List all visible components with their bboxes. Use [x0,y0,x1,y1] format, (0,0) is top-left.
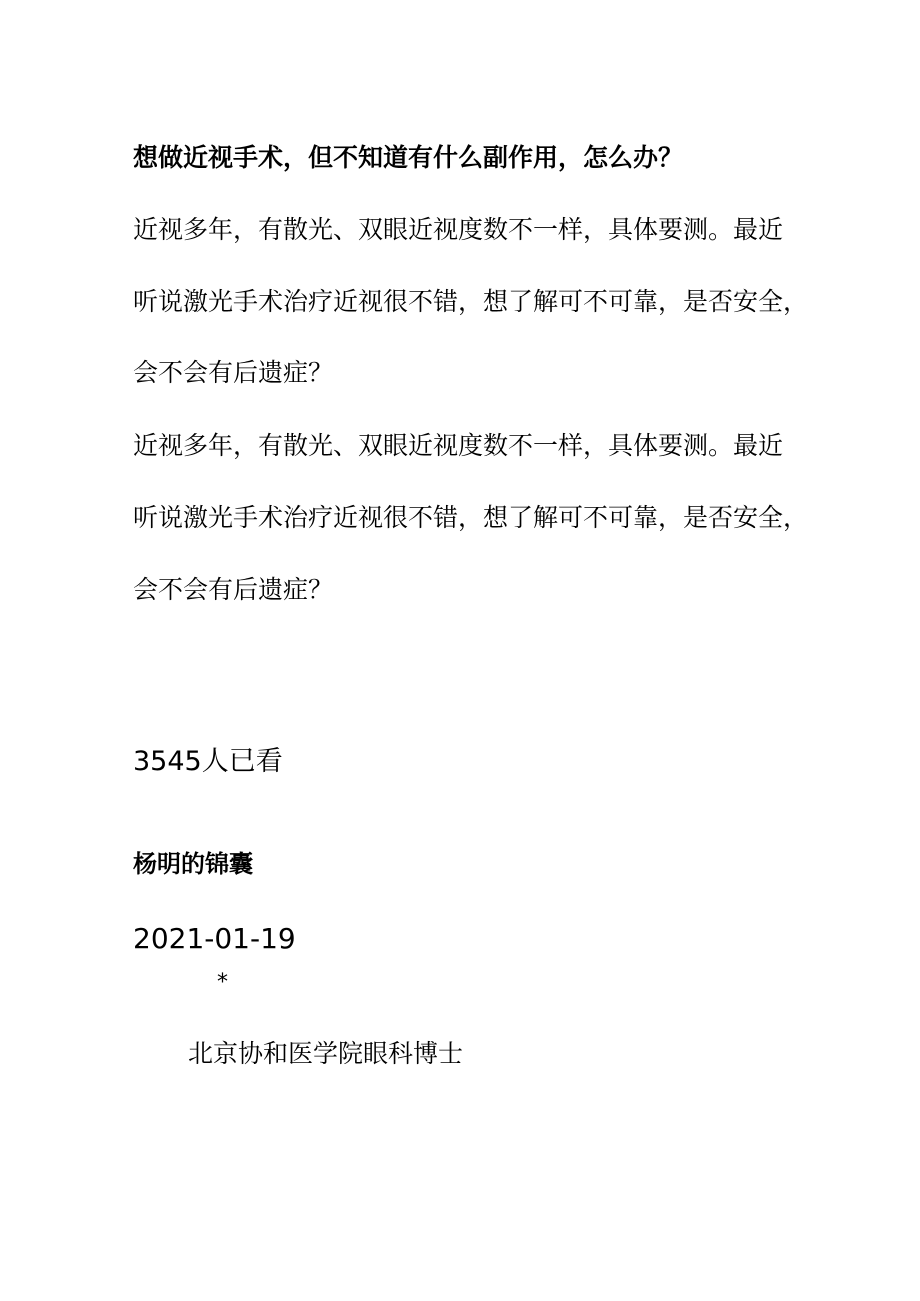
paragraph-1-line-3: 会不会有后遗症？ [133,358,334,387]
view-count: 3545人已看 [133,746,283,777]
paragraph-2-line-1: 近视多年，有散光、双眼近视度数不一样，具体要测。最近 [133,431,784,460]
article-title: 想做近视手术，但不知道有什么副作用，怎么办？ [133,143,684,172]
paragraph-2-line-3: 会不会有后遗症？ [133,575,334,604]
asterisk-mark: * [217,970,228,995]
paragraph-2-line-2: 听说激光手术治疗近视很不错，想了解可不可靠，是否安全， [133,503,809,532]
publish-date: 2021-01-19 [133,922,296,955]
author-name: 杨明的锦囊 [133,850,253,878]
author-credential: 北京协和医学院眼科博士 [188,1039,464,1068]
paragraph-1-line-1: 近视多年，有散光、双眼近视度数不一样，具体要测。最近 [133,215,784,244]
paragraph-1-line-2: 听说激光手术治疗近视很不错，想了解可不可靠，是否安全， [133,287,809,316]
